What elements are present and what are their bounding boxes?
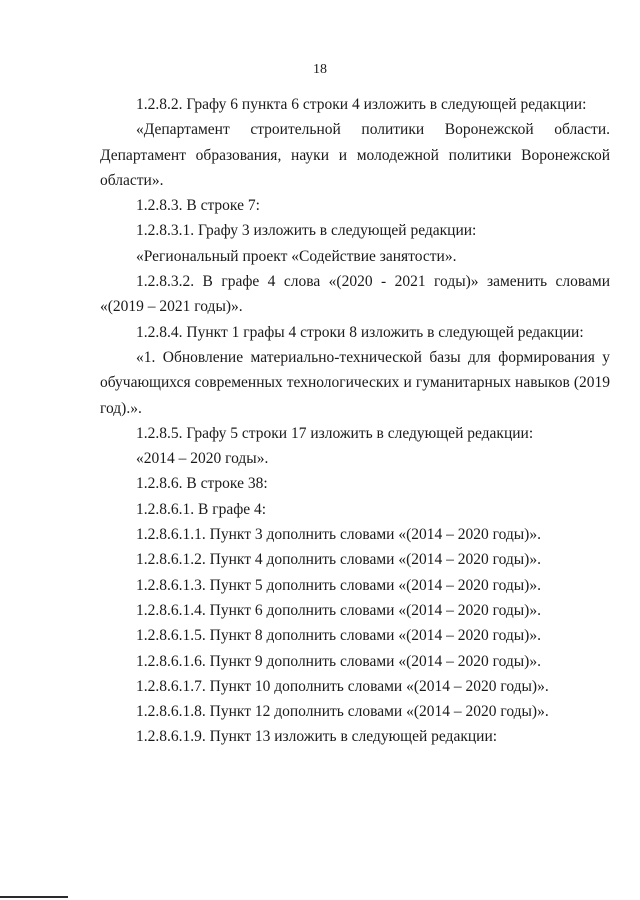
page-number: 18 [313, 62, 327, 77]
paragraph: 1.2.8.5. Графу 5 строки 17 изложить в следующей редакции: [136, 424, 534, 442]
paragraph: 1.2.8.3.2. В графе 4 слова «(2020 - 2021 годы)» заменить словами «(2019 – 2021 годы)». [100, 273, 610, 316]
paragraph: 1.2.8.6.1.7. Пункт 10 дополнить словами «(2014 – 2020 годы)». [136, 677, 549, 695]
paragraph: «2014 – 2020 годы». [136, 450, 269, 468]
paragraph: 1.2.8.3. В строке 7: [136, 197, 260, 215]
paragraph: «Департамент строительной политики Воронежской области. Департамент образования, науки и молодежной политики Воронежской области». [100, 121, 610, 189]
paragraph: 1.2.8.6. В строке 38: [136, 475, 268, 493]
paragraph: 1.2.8.6.1.6. Пункт 9 дополнить словами «(2014 – 2020 годы)». [136, 652, 541, 670]
paragraph: 1.2.8.4. Пункт 1 графы 4 строки 8 изложить в следующей редакции: [136, 323, 584, 341]
paragraph: 1.2.8.6.1.5. Пункт 8 дополнить словами «(2014 – 2020 годы)». [136, 627, 541, 645]
paragraph: 1.2.8.6.1.3. Пункт 5 дополнить словами «(2014 – 2020 годы)». [136, 576, 541, 594]
paragraph: 1.2.8.6.1.8. Пункт 12 дополнить словами «(2014 – 2020 годы)». [136, 703, 549, 721]
paragraph: 1.2.8.6.1.1. Пункт 3 дополнить словами «(2014 – 2020 годы)». [136, 526, 541, 544]
paragraph: 1.2.8.6.1.9. Пункт 13 изложить в следующей редакции: [136, 728, 498, 746]
paragraph: 1.2.8.6.1.4. Пункт 6 дополнить словами «(2014 – 2020 годы)». [136, 601, 541, 619]
paragraph: 1.2.8.2. Графу 6 пункта 6 строки 4 изложить в следующей редакции: [136, 96, 587, 113]
document-body [100, 92, 610, 750]
scan-edge-divider [0, 896, 68, 898]
paragraph: 1.2.8.6.1.2. Пункт 4 дополнить словами «(2014 – 2020 годы)». [136, 551, 541, 569]
paragraph: «1. Обновление материально-технической базы для формирования у обучающихся современных технологических и гуманитарных навыков (2019 год).». [100, 348, 610, 417]
paragraph: 1.2.8.6.1. В графе 4: [136, 500, 267, 518]
paragraph: «Региональный проект «Содействие занятости». [136, 247, 457, 265]
paragraph: 1.2.8.3.1. Графу 3 изложить в следующей редакции: [136, 222, 477, 240]
